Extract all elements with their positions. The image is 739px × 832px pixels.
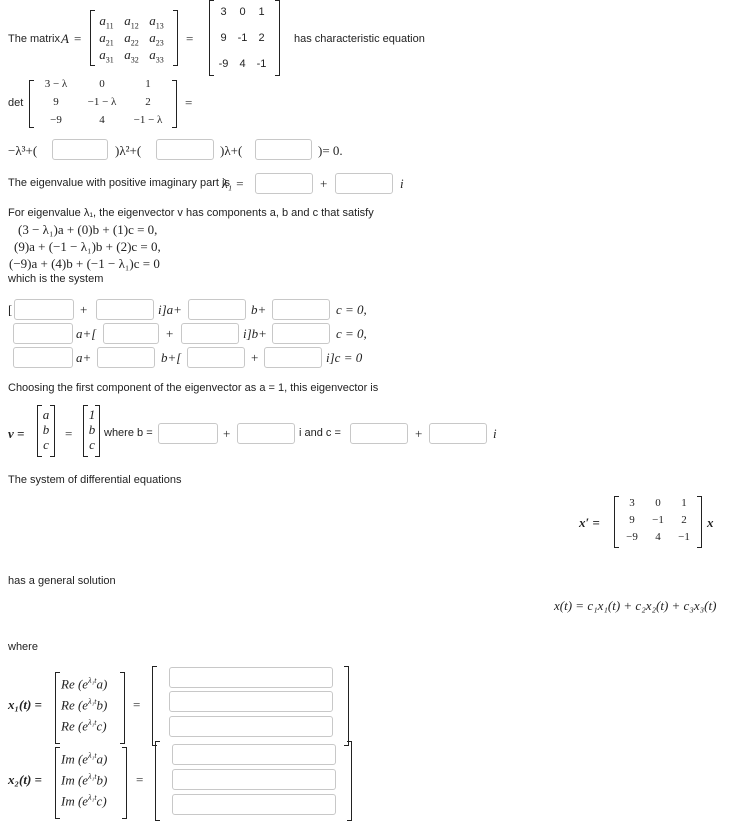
x1-entry1-input[interactable] bbox=[169, 667, 333, 688]
x2-entry2-input[interactable] bbox=[172, 769, 336, 790]
gen-matrix-cell: $a_{12}$ bbox=[124, 13, 139, 31]
row3-b: b+[ bbox=[161, 350, 182, 365]
eigvec-eq3: (−9)a + (4)b + (−1 − λ₁)c = 0 bbox=[9, 256, 160, 271]
x1-entry-cell: Re $(e^{\lambda_1t}b)$ bbox=[61, 697, 108, 713]
vector-1bc-cell: b bbox=[88, 422, 96, 437]
sys-r1-c-input[interactable] bbox=[272, 299, 330, 320]
sys-r1-a-real-input[interactable] bbox=[14, 299, 74, 320]
numeric-matrix-cell: 9 bbox=[220, 32, 227, 44]
x2-left-bracket bbox=[55, 747, 60, 819]
vector-1bc-cell: 1 bbox=[88, 407, 96, 422]
general-solution-text: has a general solution bbox=[8, 575, 116, 587]
gen-matrix-cell: $a_{22}$ bbox=[124, 30, 139, 48]
x1-entry-cell: Re $(e^{\lambda_1t}c)$ bbox=[61, 718, 107, 734]
de-matrix-cell: 2 bbox=[681, 514, 687, 526]
row3-a: a+ bbox=[76, 350, 92, 365]
gen-matrix-cell: $a_{33}$ bbox=[149, 47, 164, 65]
sys-r2-b-imag-input[interactable] bbox=[181, 323, 239, 344]
det-matrix-cell: 2 bbox=[145, 96, 151, 108]
det-matrix-cell: 4 bbox=[99, 114, 105, 126]
x2-right-bracket bbox=[122, 747, 127, 819]
vector-abc-cell: a bbox=[42, 407, 50, 422]
vector-abc-cell: c bbox=[43, 437, 49, 452]
row1-end: c = 0, bbox=[336, 302, 367, 317]
det-matrix-cell: −1 − λ bbox=[133, 114, 163, 126]
row2-end: c = 0, bbox=[336, 326, 367, 341]
x2-lhs: x₂(t) = bbox=[8, 772, 42, 787]
system-de-text: The system of differential equations bbox=[8, 474, 182, 486]
det-matrix-cell: 9 bbox=[53, 96, 59, 108]
de-matrix-cell: 3 bbox=[629, 497, 635, 509]
sys-r3-b-input[interactable] bbox=[97, 347, 155, 368]
numeric-matrix-cell: 0 bbox=[239, 6, 246, 18]
numeric-matrix-cell: -1 bbox=[237, 32, 248, 44]
i-and-c: i and c = bbox=[299, 427, 341, 439]
matrix-right-bracket bbox=[275, 0, 280, 76]
where-text: where bbox=[8, 641, 38, 653]
row2-a: a+[ bbox=[76, 326, 97, 341]
eigenvalue-plus: + bbox=[320, 176, 328, 191]
x2-entry1-input[interactable] bbox=[172, 744, 336, 765]
de-matrix-cell: 9 bbox=[629, 514, 635, 526]
sys-r3-c-real-input[interactable] bbox=[187, 347, 245, 368]
eigenvalue-imag-input[interactable] bbox=[335, 173, 393, 194]
det-matrix-cell: 1 bbox=[145, 78, 151, 90]
charpoly-t0: )= 0. bbox=[318, 143, 343, 158]
x1-ans-right-bracket bbox=[344, 666, 349, 746]
x2-entry-cell: Im $(e^{\lambda_1t}b)$ bbox=[61, 772, 108, 788]
charpoly-t2: )λ²+( bbox=[115, 143, 142, 158]
char-eq-label: has characteristic equation bbox=[294, 33, 425, 45]
x1-entry2-input[interactable] bbox=[169, 691, 333, 712]
det-matrix-cell: 0 bbox=[99, 78, 105, 90]
eigenvalue-i: i bbox=[400, 176, 404, 191]
row1-mid: i]a+ bbox=[158, 302, 182, 317]
x1-entry-cell: Re $(e^{\lambda_1t}a)$ bbox=[61, 676, 108, 692]
sys-r2-b-real-input[interactable] bbox=[103, 323, 159, 344]
gen-matrix-right-bracket bbox=[173, 10, 178, 66]
gen-matrix-cell: $a_{21}$ bbox=[99, 30, 114, 48]
row1-plus: + bbox=[80, 302, 88, 317]
x2-entry-cell: Im $(e^{\lambda_1t}c)$ bbox=[61, 793, 107, 809]
x2-ans-right-bracket bbox=[347, 741, 352, 821]
gen-matrix-cell: $a_{23}$ bbox=[149, 30, 164, 48]
x1-eq: = bbox=[133, 697, 141, 712]
row1-open: [ bbox=[8, 302, 13, 317]
coef-lambda1-input[interactable] bbox=[156, 139, 214, 160]
de-matrix-cell: −9 bbox=[626, 531, 638, 543]
x2-entry3-input[interactable] bbox=[172, 794, 336, 815]
gen-matrix-cell: $a_{13}$ bbox=[149, 13, 164, 31]
coef-const-input[interactable] bbox=[255, 139, 312, 160]
gen-matrix-cell: $a_{11}$ bbox=[99, 13, 114, 31]
coef-lambda2-input[interactable] bbox=[52, 139, 108, 160]
where-b: where b = bbox=[104, 427, 153, 439]
matrix-label: The matrix bbox=[8, 33, 60, 45]
x1-left-bracket bbox=[55, 672, 60, 744]
row2-mid: i]b+ bbox=[243, 326, 267, 341]
eigvec-eq2: (9)a + (−1 − λ₁)b + (2)c = 0, bbox=[14, 239, 161, 254]
det-label: det bbox=[8, 97, 24, 109]
numeric-matrix-cell: 2 bbox=[258, 32, 265, 44]
sys-r3-a-input[interactable] bbox=[13, 347, 73, 368]
row3-plus: + bbox=[251, 350, 259, 365]
x-vector: x bbox=[707, 515, 714, 530]
sys-r2-a-input[interactable] bbox=[13, 323, 73, 344]
x1-lhs: x₁(t) = bbox=[8, 697, 42, 712]
x2-eq: = bbox=[136, 772, 144, 787]
numeric-matrix-cell: 4 bbox=[239, 58, 246, 70]
vector-abc-cell: b bbox=[42, 422, 50, 437]
de-matrix-cell: −1 bbox=[678, 531, 690, 543]
c-plus: + bbox=[415, 426, 423, 441]
c-imag-input[interactable] bbox=[429, 423, 487, 444]
det-matrix-cell: −9 bbox=[50, 114, 62, 126]
gen-matrix-cell: $a_{31}$ bbox=[99, 47, 114, 65]
charpoly-t1: )λ+( bbox=[220, 143, 243, 158]
sys-r2-c-input[interactable] bbox=[272, 323, 330, 344]
general-formula: x(t) = c₁x₁(t) + c₂x₂(t) + c₃x₃(t) bbox=[554, 598, 717, 613]
vector-v: v = bbox=[8, 426, 25, 441]
row1-b: b+ bbox=[251, 302, 267, 317]
numeric-matrix-cell: -1 bbox=[256, 58, 267, 70]
de-matrix-cell: 4 bbox=[655, 531, 661, 543]
which-system-text: which is the system bbox=[8, 273, 104, 285]
charpoly-lead: −λ³+( bbox=[8, 143, 38, 158]
sys-r3-c-imag-input[interactable] bbox=[264, 347, 322, 368]
row3-end: i]c = 0 bbox=[326, 350, 363, 365]
eigvec-intro-text: For eigenvalue λ₁, the eigenvector v has components a, b and c that satisfy bbox=[8, 207, 374, 219]
det-equals: = bbox=[185, 95, 193, 110]
vector-1bc-cell: c bbox=[89, 437, 95, 452]
equals-sign-2: = bbox=[186, 31, 194, 46]
equals-sign: = bbox=[74, 31, 82, 46]
gen-matrix-cell: $a_{32}$ bbox=[124, 47, 139, 65]
numeric-matrix-cell: 1 bbox=[258, 6, 265, 18]
de-matrix-right-bracket bbox=[697, 496, 702, 548]
vector-eq: = bbox=[65, 426, 73, 441]
b-real-input[interactable] bbox=[158, 423, 218, 444]
lambda1-sym: λ₁ = bbox=[222, 176, 245, 191]
b-imag-input[interactable] bbox=[237, 423, 295, 444]
x1-entry3-input[interactable] bbox=[169, 716, 333, 737]
eigenvalue-text: The eigenvalue with positive imaginary part is bbox=[8, 177, 230, 189]
c-real-input[interactable] bbox=[350, 423, 408, 444]
sys-r1-b-input[interactable] bbox=[188, 299, 246, 320]
de-matrix-cell: −1 bbox=[652, 514, 664, 526]
det-matrix-cell: −1 − λ bbox=[87, 96, 117, 108]
de-matrix-cell: 1 bbox=[681, 497, 687, 509]
x2-entry-cell: Im $(e^{\lambda_1t}a)$ bbox=[61, 751, 108, 767]
x2-ans-left-bracket bbox=[155, 741, 160, 821]
x1-right-bracket bbox=[120, 672, 125, 744]
x1-ans-left-bracket bbox=[152, 666, 157, 746]
x-prime: x′ = bbox=[579, 515, 600, 530]
numeric-matrix-cell: 3 bbox=[220, 6, 227, 18]
numeric-matrix-cell: -9 bbox=[218, 58, 229, 70]
de-matrix-cell: 0 bbox=[655, 497, 661, 509]
eigvec-eq1: (3 − λ₁)a + (0)b + (1)c = 0, bbox=[18, 222, 158, 237]
eigenvalue-real-input[interactable] bbox=[255, 173, 313, 194]
choosing-text: Choosing the first component of the eigenvector as a = 1, this eigenvector is bbox=[8, 382, 379, 394]
matrix-A-symbol: A bbox=[61, 31, 69, 46]
b-plus: + bbox=[223, 426, 231, 441]
c-i: i bbox=[493, 426, 497, 441]
det-right-bracket bbox=[172, 80, 177, 128]
sys-r1-a-imag-input[interactable] bbox=[96, 299, 154, 320]
row2-plus: + bbox=[166, 326, 174, 341]
det-matrix-cell: 3 − λ bbox=[44, 78, 68, 90]
